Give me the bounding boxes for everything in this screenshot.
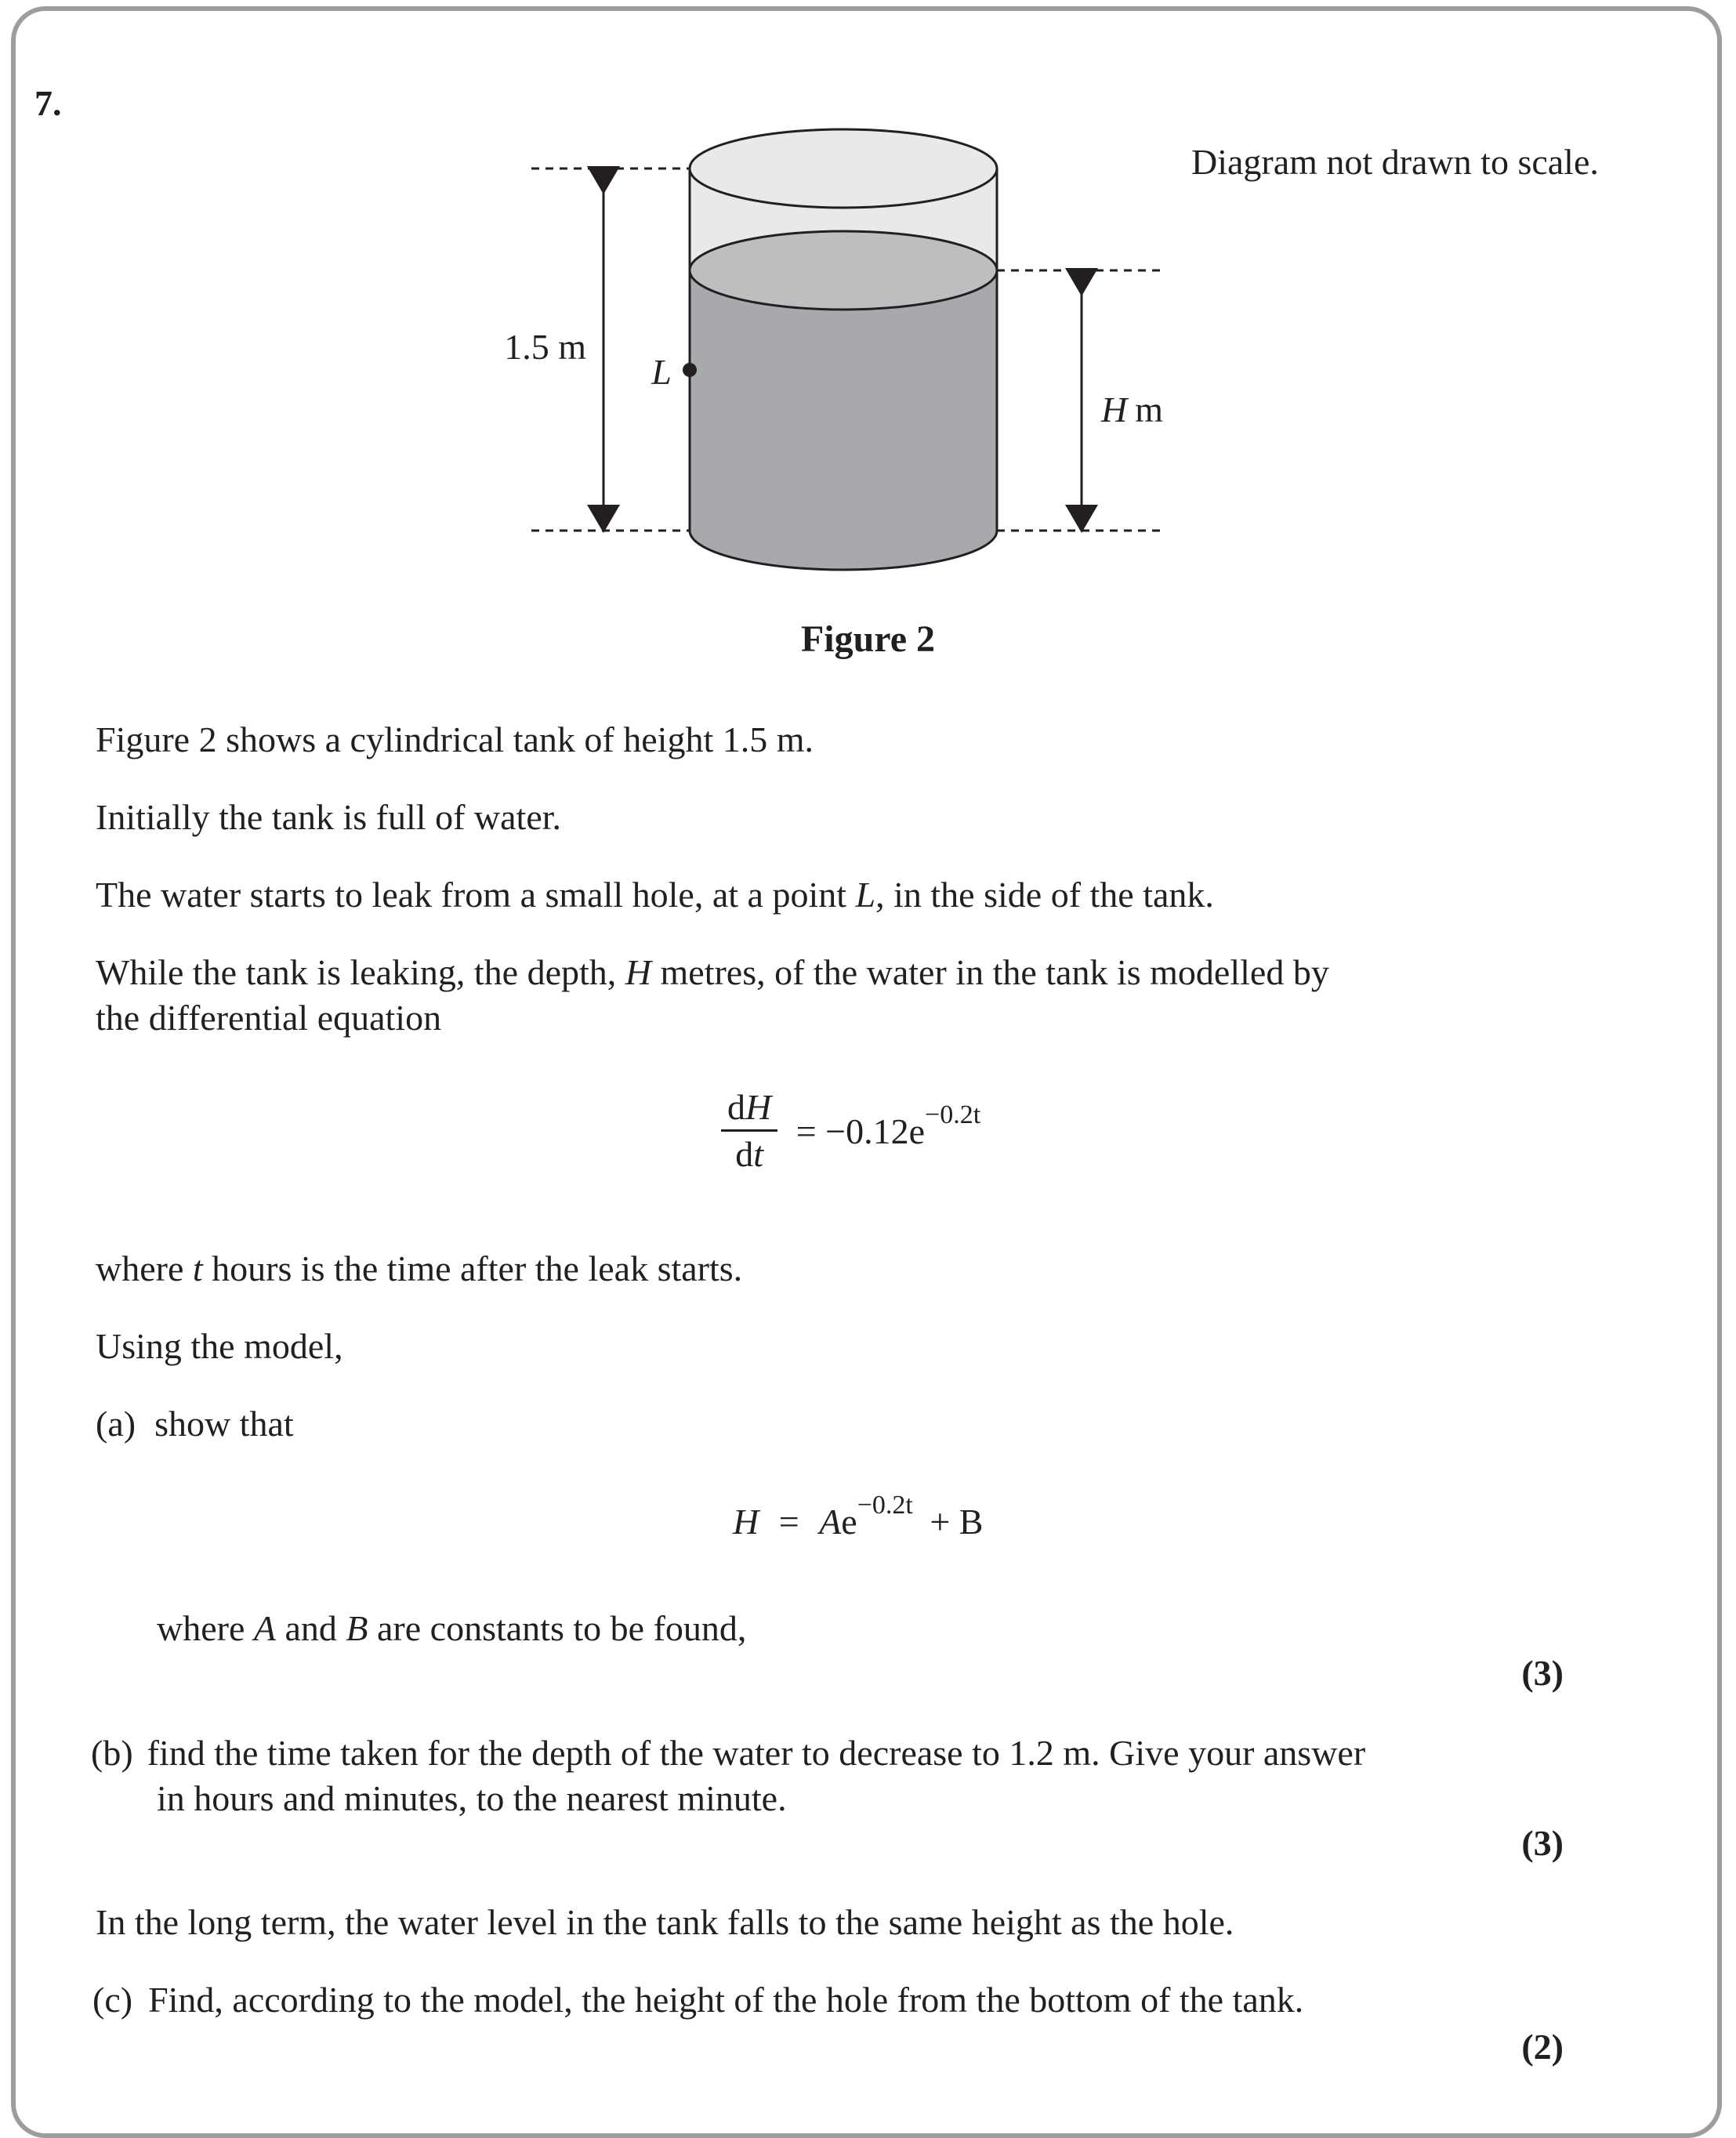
depth-label: H m <box>1101 390 1164 429</box>
part-a-constants: where A and B are constants to be found, <box>157 1608 747 1648</box>
water-body <box>690 270 997 570</box>
figure-caption: Figure 2 <box>800 618 936 660</box>
part-b-label: (b) <box>91 1733 133 1773</box>
scale-note: Diagram not drawn to scale. <box>1191 142 1599 182</box>
differential-equation: $\frac{dH}{dt}$ = $-0.12e^{-0.2t}$ <box>721 1085 980 1177</box>
paragraph-tank-height: Figure 2 shows a cylindrical tank of height 1.5 m. <box>96 719 814 759</box>
paragraph-leak: The water starts to leak from a small hole, at a point L, in the side of the tank. <box>96 875 1214 915</box>
question-number: 7. <box>34 83 62 123</box>
water-surface <box>690 231 997 310</box>
part-a-marks: (3) <box>1521 1653 1564 1693</box>
part-c-label: (c) <box>92 1980 133 2020</box>
part-c: (c) Find, according to the model, the height of the hole from the bottom of the tank. <box>92 1980 1304 2020</box>
paragraph-using-model: Using the model, <box>96 1326 343 1366</box>
paragraph-time-variable: where t hours is the time after the leak starts. <box>96 1248 743 1288</box>
hole-point <box>683 363 697 377</box>
part-b: (b) find the time taken for the depth of the water to decrease to 1.2 m. Give your answer in hours and minutes, to the nearest minute. <box>91 1733 1366 1818</box>
paragraph-long-term: In the long term, the water level in the tank falls to the same height as the hole. <box>96 1902 1234 1942</box>
tank-figure <box>504 110 1183 596</box>
height-label: 1.5 m <box>504 327 586 367</box>
point-label: L <box>651 352 672 392</box>
general-solution-equation: $H = Ae^{-0.2t} + B$ <box>733 1491 984 1542</box>
part-b-marks: (3) <box>1521 1823 1564 1863</box>
paragraph-model: While the tank is leaking, the depth, H metres, of the water in the tank is modelled by the differential equation <box>96 952 1329 1038</box>
part-a-label: (a) <box>96 1404 136 1444</box>
tank-top-rim <box>690 129 997 208</box>
part-a: (a) show that <box>96 1404 294 1444</box>
derivative-fraction: $\frac{dH}{dt}$ <box>721 1085 777 1177</box>
part-c-marks: (2) <box>1521 2027 1564 2067</box>
paragraph-initial-state: Initially the tank is full of water. <box>96 797 562 837</box>
